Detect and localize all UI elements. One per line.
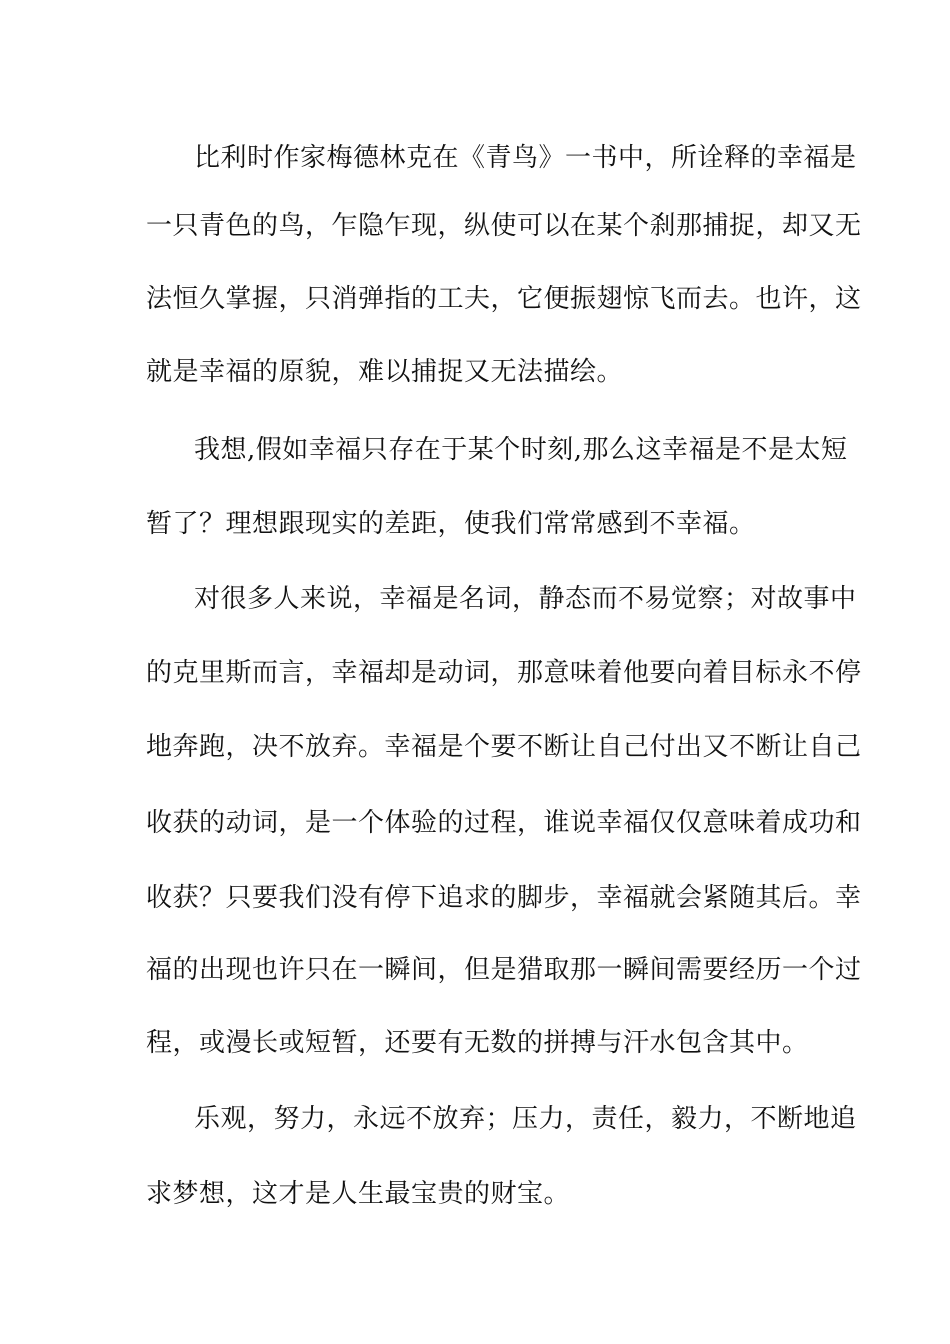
paragraph-3-line-4: 收获的动词，是一个体验的过程，谁说幸福仅仅意味着成功和: [146, 808, 862, 838]
paragraph-1-line-4: 就是幸福的原貌，难以捕捉又无法描绘。: [146, 357, 624, 387]
paragraph-3-line-5: 收获？只要我们没有停下追求的脚步，幸福就会紧随其后。幸: [146, 883, 862, 913]
paragraph-1-line-3: 法恒久掌握，只消弹指的工夫，它便振翅惊飞而去。也许，这: [146, 284, 862, 314]
paragraph-4-line-1: 乐观，努力，永远不放弃；压力，责任，毅力，不断地追: [194, 1104, 857, 1134]
paragraph-2-line-1: 我想,假如幸福只存在于某个时刻,那么这幸福是不是太短: [194, 435, 848, 465]
paragraph-1-line-1: 比利时作家梅德林克在《青鸟》一书中，所诠释的幸福是: [194, 143, 857, 173]
paragraph-3-line-7: 程，或漫长或短暂，还要有无数的拼搏与汗水包含其中。: [146, 1028, 809, 1058]
paragraph-4-line-2: 求梦想，这才是人生最宝贵的财宝。: [146, 1179, 571, 1209]
paragraph-3-line-1: 对很多人来说，幸福是名词，静态而不易觉察；对故事中: [194, 584, 857, 614]
paragraph-1-line-2: 一只青色的鸟，乍隐乍现，纵使可以在某个刹那捕捉，却又无: [146, 211, 862, 241]
paragraph-3-line-3: 地奔跑，决不放弃。幸福是个要不断让自己付出又不断让自己: [146, 732, 862, 762]
paragraph-3-line-6: 福的出现也许只在一瞬间，但是猎取那一瞬间需要经历一个过: [146, 955, 862, 985]
paragraph-3-line-2: 的克里斯而言，幸福却是动词，那意味着他要向着目标永不停: [146, 658, 862, 688]
paragraph-2-line-2: 暂了？理想跟现实的差距，使我们常常感到不幸福。: [146, 509, 756, 539]
